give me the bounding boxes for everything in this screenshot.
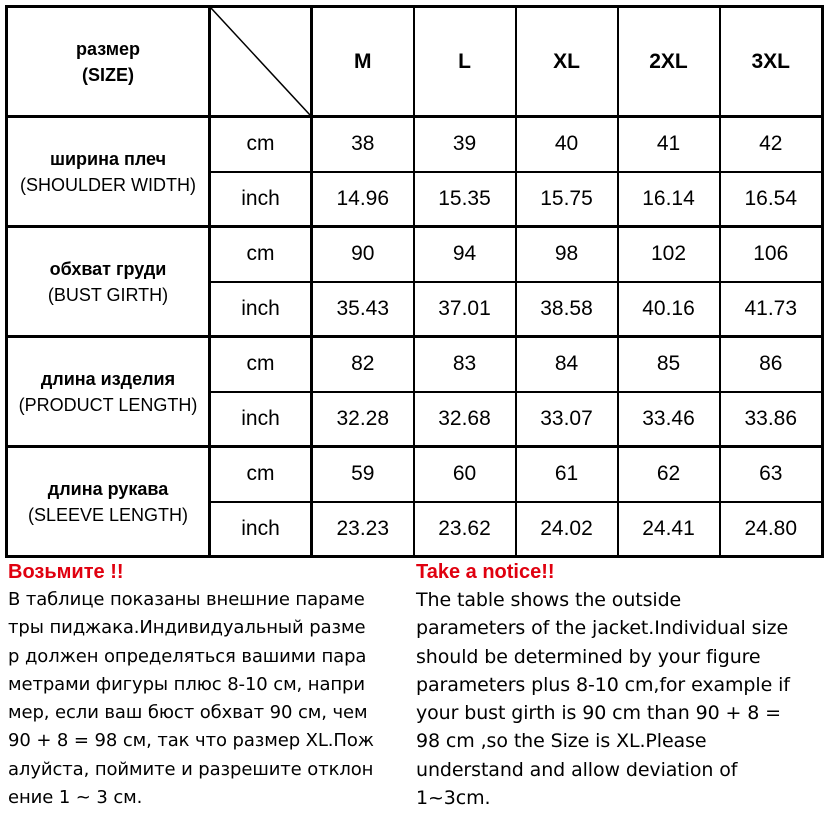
value-cell: 106 (720, 227, 823, 282)
value-cell: 33.86 (720, 392, 823, 447)
notice-russian (8, 558, 410, 812)
table-row (7, 337, 823, 392)
value-cell: 15.75 (516, 172, 618, 227)
notice-line: parameters of the jacket.Individual size (416, 617, 789, 640)
value-cell: 24.02 (516, 502, 618, 557)
value-cell: 63 (720, 447, 823, 502)
size-label-en: (SIZE) (82, 64, 134, 85)
value-cell: 85 (618, 337, 720, 392)
notice-line: ение 1 ~ 3 см. (8, 787, 143, 809)
size-label-ru: размер (75, 38, 141, 59)
value-cell: 41.73 (720, 282, 823, 337)
value-cell: 16.14 (618, 172, 720, 227)
value-cell: 90 (312, 227, 414, 282)
notice-line: 1~3cm. (416, 787, 491, 810)
value-cell: 38.58 (516, 282, 618, 337)
size-header-xl: XL (516, 7, 618, 117)
value-cell: 102 (618, 227, 720, 282)
param-name-en: (BUST GIRTH) (47, 284, 169, 305)
value-cell: 40.16 (618, 282, 720, 337)
size-chart-table (5, 5, 824, 558)
param-name-ru: ширина плеч (49, 148, 167, 169)
value-cell: 82 (312, 337, 414, 392)
value-cell: 23.23 (312, 502, 414, 557)
unit-cell: inch (210, 502, 312, 557)
notice-title-ru: Возьмите !! (8, 561, 124, 583)
value-cell: 32.28 (312, 392, 414, 447)
table-row (7, 447, 823, 502)
notice-line: метрами фигуры плюс 8-10 см, напри (8, 673, 365, 695)
size-label-cell (7, 7, 210, 117)
param-name-en: (SHOULDER WIDTH) (20, 174, 196, 195)
value-cell: 40 (516, 117, 618, 172)
value-cell: 41 (618, 117, 720, 172)
table-row (7, 117, 823, 172)
unit-cell: inch (210, 172, 312, 227)
value-cell: 33.07 (516, 392, 618, 447)
unit-cell: inch (210, 392, 312, 447)
notice-line: should be determined by your figure (416, 645, 761, 668)
value-cell: 62 (618, 447, 720, 502)
value-cell: 98 (516, 227, 618, 282)
param-product-length (7, 337, 210, 447)
value-cell: 94 (414, 227, 516, 282)
size-header-3xl: 3XL (720, 7, 823, 117)
value-cell: 24.80 (720, 502, 823, 557)
value-cell: 59 (312, 447, 414, 502)
size-header-m: M (312, 7, 414, 117)
param-name-en: (PRODUCT LENGTH) (18, 394, 198, 415)
table-row (7, 227, 823, 282)
value-cell: 16.54 (720, 172, 823, 227)
value-cell: 24.41 (618, 502, 720, 557)
unit-cell: cm (210, 227, 312, 282)
unit-cell: cm (210, 337, 312, 392)
value-cell: 83 (414, 337, 516, 392)
notice-line: В таблице показаны внешние параме (8, 589, 365, 610)
value-cell: 38 (312, 117, 414, 172)
unit-cell: cm (210, 117, 312, 172)
notice-english (416, 558, 820, 812)
notice-line: тры пиджака.Индивидуальный разме (8, 617, 366, 639)
value-cell: 39 (414, 117, 516, 172)
notice-line: мер, если ваш бюст обхват 90 см, чем (8, 702, 368, 724)
notice-line: The table shows the outside (416, 589, 682, 611)
notice-line: your bust girth is 90 cm than 90 + 8 = (416, 702, 782, 725)
value-cell: 33.46 (618, 392, 720, 447)
param-name-en: (SLEEVE LENGTH) (27, 504, 189, 525)
diagonal-line-icon (211, 8, 310, 115)
value-cell: 86 (720, 337, 823, 392)
notice-line: parameters plus 8-10 cm,for example if (416, 673, 790, 696)
param-shoulder-width (7, 117, 210, 227)
param-name-ru: обхват груди (49, 258, 167, 279)
unit-cell: inch (210, 282, 312, 337)
value-cell: 32.68 (414, 392, 516, 447)
notice-line: 90 + 8 = 98 см, так что размер XL.Пож (8, 730, 374, 752)
notice-line: 98 cm ,so the Size is XL.Please (416, 730, 707, 753)
notice-line: understand and allow deviation of (416, 758, 738, 781)
diagonal-corner-cell (210, 7, 312, 117)
size-header-2xl: 2XL (618, 7, 720, 117)
param-name-ru: длина рукава (47, 478, 169, 499)
param-name-ru: длина изделия (40, 368, 176, 389)
value-cell: 37.01 (414, 282, 516, 337)
value-cell: 84 (516, 337, 618, 392)
notice-title-en: Take a notice!! (416, 561, 555, 583)
value-cell: 15.35 (414, 172, 516, 227)
notice-line: алуйста, поймите и разрешите отклон (8, 758, 374, 780)
notice-section (8, 558, 820, 820)
value-cell: 60 (414, 447, 516, 502)
param-sleeve-length (7, 447, 210, 557)
value-cell: 23.62 (414, 502, 516, 557)
notice-line: р должен определяться вашими пара (8, 645, 367, 667)
header-row (7, 7, 823, 117)
param-bust-girth (7, 227, 210, 337)
value-cell: 42 (720, 117, 823, 172)
value-cell: 14.96 (312, 172, 414, 227)
value-cell: 35.43 (312, 282, 414, 337)
value-cell: 61 (516, 447, 618, 502)
size-header-l: L (414, 7, 516, 117)
unit-cell: cm (210, 447, 312, 502)
